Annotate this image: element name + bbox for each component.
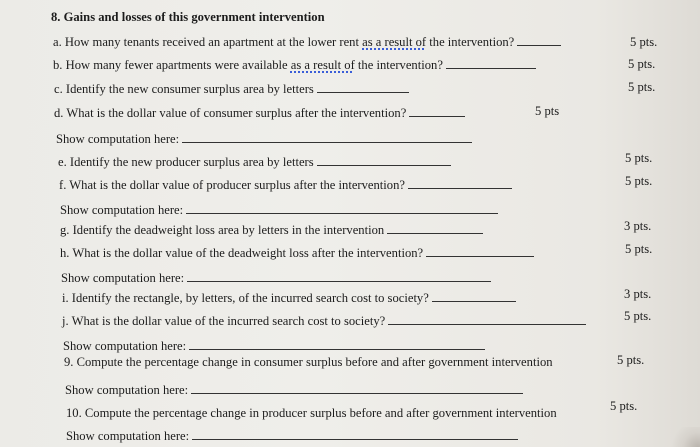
- points-a: 5 pts.: [630, 35, 658, 49]
- question-h: h. What is the dollar value of the deadweight loss after the intervention?: [60, 245, 534, 261]
- question-9: 9. Compute the percentage change in consumer surplus before and after government intervention: [64, 355, 553, 369]
- question-i: i. Identify the rectangle, by letters, of the incurred search cost to society?: [62, 290, 516, 306]
- computation-blank-j[interactable]: [189, 339, 485, 350]
- points-f: 5 pts.: [625, 174, 653, 188]
- question-g: g. Identify the deadweight loss area by letters in the intervention: [60, 222, 483, 238]
- question-c: c. Identify the new consumer surplus area by letters: [54, 81, 409, 97]
- computation-blank-h[interactable]: [187, 271, 491, 282]
- answer-blank-h[interactable]: [426, 246, 534, 257]
- question-b: b. How many fewer apartments were available as a result of the intervention?: [53, 57, 536, 73]
- answer-blank-f[interactable]: [408, 178, 512, 189]
- show-computation-j: Show computation here:: [63, 338, 485, 354]
- points-10: 5 pts.: [610, 399, 638, 413]
- page-corner-shadow: [666, 427, 700, 447]
- points-9: 5 pts.: [617, 353, 645, 367]
- question-e: e. Identify the new producer surplus area by letters: [58, 154, 451, 170]
- computation-blank-9[interactable]: [191, 383, 523, 394]
- answer-blank-d[interactable]: [409, 106, 465, 117]
- question-a: a. How many tenants received an apartment at the lower rent as a result of the intervention?: [53, 34, 561, 50]
- answer-blank-b[interactable]: [446, 58, 536, 69]
- answer-blank-a[interactable]: [517, 35, 561, 46]
- points-d: 5 pts: [535, 104, 560, 118]
- points-c: 5 pts.: [628, 80, 656, 94]
- answer-blank-e[interactable]: [317, 155, 451, 166]
- question-10: 10. Compute the percentage change in producer surplus before and after government intervention: [66, 406, 557, 420]
- points-b: 5 pts.: [628, 57, 656, 71]
- computation-blank-f[interactable]: [186, 203, 498, 214]
- answer-blank-c[interactable]: [317, 82, 409, 93]
- answer-blank-i[interactable]: [432, 291, 516, 302]
- question-f: f. What is the dollar value of producer surplus after the intervention?: [59, 177, 512, 193]
- computation-blank-d[interactable]: [182, 132, 472, 143]
- section-title: 8. Gains and losses of this government intervention: [51, 10, 325, 24]
- points-i: 3 pts.: [624, 287, 652, 301]
- show-computation-f: Show computation here:: [60, 202, 498, 218]
- show-computation-10: Show computation here:: [66, 428, 518, 444]
- answer-blank-j[interactable]: [388, 314, 586, 325]
- points-j: 5 pts.: [624, 309, 652, 323]
- question-j: j. What is the dollar value of the incurred search cost to society?: [62, 313, 586, 329]
- show-computation-d: Show computation here:: [56, 131, 472, 147]
- computation-blank-10[interactable]: [192, 429, 518, 440]
- show-computation-9: Show computation here:: [65, 382, 523, 398]
- show-computation-h: Show computation here:: [61, 270, 491, 286]
- points-g: 3 pts.: [624, 219, 652, 233]
- points-e: 5 pts.: [625, 151, 653, 165]
- answer-blank-g[interactable]: [387, 223, 483, 234]
- question-d: d. What is the dollar value of consumer surplus after the intervention?: [54, 105, 465, 121]
- points-h: 5 pts.: [625, 242, 653, 256]
